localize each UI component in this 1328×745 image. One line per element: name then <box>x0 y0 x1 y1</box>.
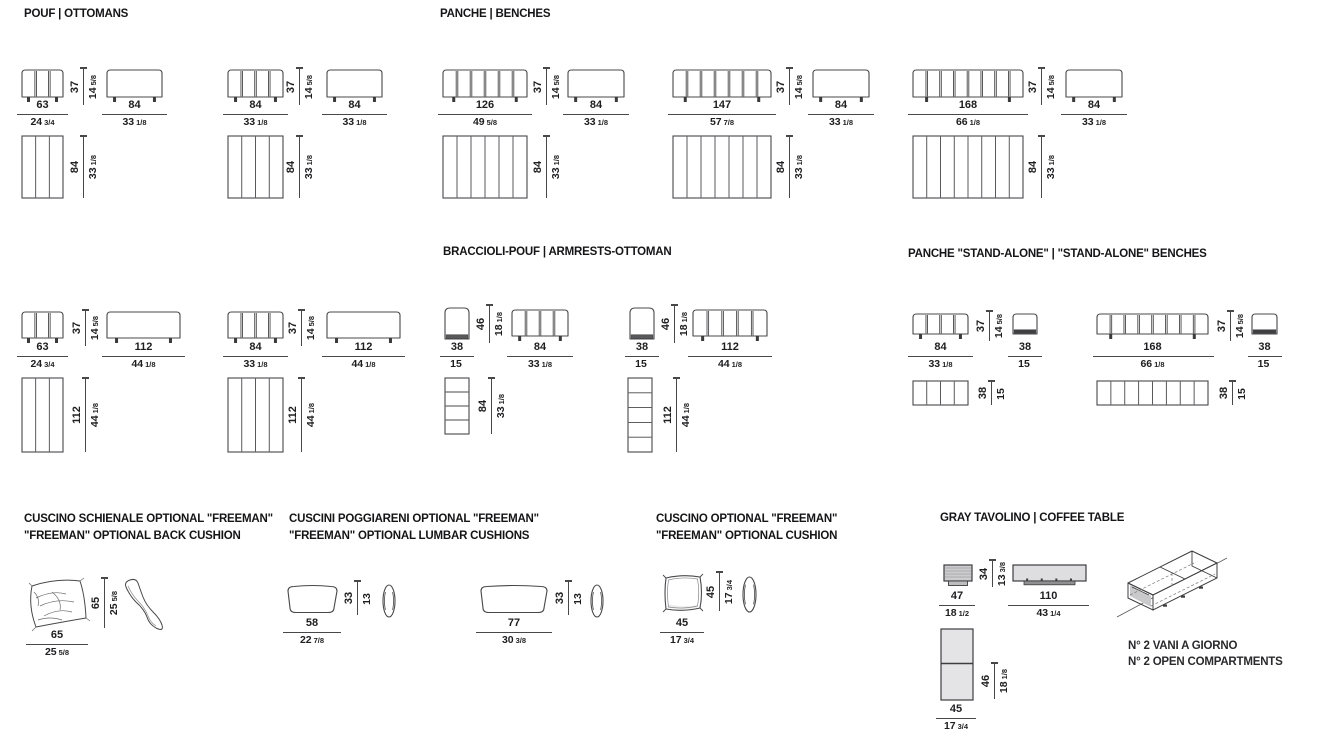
ottoman-63x112-side-width-dim-cm: 112 <box>134 341 153 353</box>
bench-168-side-width-dim <box>1034 99 1154 129</box>
bench-168-depth-dim-part: 331/8 <box>1045 154 1057 180</box>
standalone-bench-84-side-width-dim-cm: 38 <box>1018 341 1032 353</box>
bench-147-side-width-dim <box>781 99 901 129</box>
standalone-bench-84-width-dim-line <box>908 356 973 357</box>
armrest-38x112-side-view <box>692 309 774 345</box>
bench-168-side-width-dim-line <box>1061 114 1127 115</box>
ottoman-63x112-height-dim-part: 145/8 <box>89 315 101 341</box>
standalone-bench-168-depth-dim-part: 15 <box>1236 388 1248 400</box>
section-subtitle-cushion: "FREEMAN" OPTIONAL CUSHION <box>656 530 838 542</box>
lumbar-cushion-58-front-view <box>286 583 343 618</box>
ottoman-63x84-depth-dim-part: 331/8 <box>87 154 99 180</box>
armrest-38x84-depth-dim-part <box>491 378 492 434</box>
armrest-38x84-depth-dim-part <box>488 377 495 378</box>
bench-168-side-width-dim-cm: 84 <box>1087 99 1101 111</box>
coffee-table-plan-width-dim-line <box>936 718 976 719</box>
ottoman-63x112-side-width-dim-inch: 44 1/8 <box>131 357 156 370</box>
standalone-bench-84-height-dim-part <box>989 311 990 341</box>
bench-147-width-dim-cm: 147 <box>712 99 732 111</box>
bench-168-plan-view <box>912 135 1026 201</box>
ottoman-84x84-height-dim-part: 145/8 <box>303 74 315 99</box>
ottoman-84x84-width-dim-line <box>223 114 288 115</box>
standalone-bench-168-height-dim-part: 145/8 <box>1234 313 1246 339</box>
armrest-38x112-depth-dim-part <box>676 378 677 452</box>
cushion-45-height-dim-part <box>719 572 720 611</box>
coffee-table-plan-depth-dim-part: 181/8 <box>998 668 1010 694</box>
bench-168-height-dim-part <box>1038 67 1045 68</box>
ottoman-84x84-height-dim-part <box>296 67 303 68</box>
ottoman-63x112-width-dim-inch: 24 3/4 <box>30 357 55 370</box>
section-title-back-cushion: CUSCINO SCHIENALE OPTIONAL "FREEMAN" <box>24 513 273 525</box>
section-title-coffee-table: GRAY TAVOLINO | COFFEE TABLE <box>940 512 1125 524</box>
ottoman-84x112-width-dim-cm: 84 <box>249 341 262 353</box>
back-cushion-width-dim-line <box>26 644 88 645</box>
standalone-bench-168-depth-dim-part: 38 <box>1217 386 1230 400</box>
armrest-38x112-width-dim-cm: 38 <box>635 341 649 353</box>
ottoman-84x84-side-width-dim-line <box>322 114 387 115</box>
bench-147-side-width-dim-inch: 33 1/8 <box>828 115 854 128</box>
bench-147-depth-dim-part <box>786 135 793 136</box>
standalone-bench-168-height-dim-part <box>1230 311 1231 341</box>
coffee-table-front-view <box>1012 564 1090 590</box>
armrest-38x84-depth-dim-part: 331/8 <box>495 393 507 419</box>
ottoman-63x84-side-width-dim-inch: 33 1/8 <box>122 115 147 128</box>
coffee-table-note-1: N° 2 VANI A GIORNO <box>1128 640 1238 652</box>
bench-168-depth-dim-part: 84 <box>1026 160 1039 174</box>
bench-147-height-dim-part: 37 <box>774 80 787 93</box>
armrest-38x84-side-view <box>511 309 575 345</box>
armrest-38x112-width-dim-inch: 15 <box>635 357 647 370</box>
armrest-38x84-height-dim-part <box>486 304 493 305</box>
armrest-38x112-width-dim-line <box>625 356 659 357</box>
lumbar-cushion-58-side-view <box>381 583 397 619</box>
bench-168-height-dim-part: 37 <box>1026 80 1039 93</box>
ottoman-63x112-height-dim-part: 37 <box>70 321 83 335</box>
standalone-bench-168-width-dim-line <box>1093 356 1214 357</box>
armrest-38x112-side-width-dim-inch: 44 1/8 <box>717 357 743 370</box>
armrest-38x112-depth-dim-part <box>673 377 680 378</box>
standalone-bench-84-height-dim-part <box>986 310 993 311</box>
standalone-bench-168-front-view <box>1096 313 1215 343</box>
coffee-table-front-width-dim <box>989 590 1109 620</box>
ottoman-84x112-width-dim-line <box>223 356 288 357</box>
bench-126-side-width-dim <box>536 99 656 129</box>
ottoman-84x112-depth-dim-part: 441/8 <box>305 402 317 428</box>
bench-126-plan-view <box>442 135 530 201</box>
standalone-bench-84-side-width-dim-inch: 15 <box>1018 357 1030 370</box>
lumbar-cushion-77-front-view <box>479 583 553 618</box>
bench-126-side-width-dim-inch: 33 1/8 <box>583 115 609 128</box>
ottoman-84x112-width-dim <box>196 341 316 371</box>
cushion-45-height-dim-part: 173/4 <box>723 579 735 604</box>
coffee-table-isometric-view <box>1115 545 1230 630</box>
standalone-bench-168-width-dim <box>1093 341 1213 371</box>
cushion-45-height-dim-part: 45 <box>704 585 717 598</box>
armrest-38x84-side-width-dim-cm: 84 <box>533 341 547 353</box>
bench-126-depth-dim-part <box>546 136 547 198</box>
back-cushion-height-dim-part: 65 <box>89 596 102 610</box>
back-cushion-height-dim-part <box>104 578 105 628</box>
bench-126-side-width-dim-cm: 84 <box>589 99 603 111</box>
ottoman-84x84-depth-dim-part <box>299 136 300 198</box>
ottoman-63x112-depth-dim-part <box>85 378 86 452</box>
ottoman-84x112-height-dim-part: 37 <box>286 321 299 335</box>
armrest-38x84-depth-dim-part: 84 <box>476 399 489 413</box>
bench-147-width-dim-line <box>668 114 776 115</box>
standalone-bench-84-depth-dim-part: 38 <box>976 386 989 400</box>
standalone-bench-84-height-dim-part: 37 <box>974 319 987 333</box>
standalone-bench-84-width-dim-cm: 84 <box>934 341 947 353</box>
coffee-table-note-2: N° 2 OPEN COMPARTMENTS <box>1128 656 1283 668</box>
ottoman-84x112-height-dim-part: 145/8 <box>305 315 317 341</box>
lumbar-cushion-77-width-dim-cm: 77 <box>507 617 521 629</box>
ottoman-63x112-side-width-dim-line <box>102 356 185 357</box>
standalone-bench-168-side-width-dim-cm: 38 <box>1258 341 1271 353</box>
ottoman-63x84-depth-dim-part <box>80 135 87 136</box>
bench-126-width-dim <box>425 99 545 129</box>
ottoman-63x84-height-dim-part: 37 <box>68 80 81 93</box>
standalone-bench-84-side-width-dim <box>965 341 1085 371</box>
cushion-45-width-dim-cm: 45 <box>675 617 689 629</box>
ottoman-63x112-side-width-dim <box>84 341 204 371</box>
ottoman-84x112-height-dim-part <box>298 309 305 310</box>
bench-168-depth-dim-part <box>1041 136 1042 198</box>
bench-126-side-width-dim-line <box>563 114 629 115</box>
ottoman-84x84-width-dim-cm: 84 <box>249 99 262 111</box>
armrest-38x84-width-dim-cm: 38 <box>450 341 464 353</box>
armrest-38x112-height-dim-part: 181/8 <box>678 311 690 337</box>
section-title-benches: PANCHE | BENCHES <box>440 8 551 20</box>
standalone-bench-168-height-dim-part: 37 <box>1215 319 1228 333</box>
ottoman-63x112-depth-dim-part: 112 <box>70 406 83 424</box>
ottoman-84x112-side-width-dim-cm: 112 <box>354 341 373 353</box>
lumbar-cushion-77-height-dim-part <box>568 581 569 615</box>
bench-147-depth-dim-part <box>789 136 790 198</box>
armrest-38x84-height-dim-part: 181/8 <box>493 311 505 337</box>
bench-126-depth-dim-part <box>543 135 550 136</box>
ottoman-84x84-side-width-dim-inch: 33 1/8 <box>342 115 367 128</box>
ottoman-63x84-side-width-dim-line <box>102 114 167 115</box>
back-cushion-width-dim-cm: 65 <box>50 629 64 641</box>
bench-126-depth-dim-part: 331/8 <box>550 154 562 180</box>
ottoman-63x84-width-dim-line <box>17 114 68 115</box>
bench-168-width-dim-inch: 66 1/8 <box>955 115 981 128</box>
coffee-table-plan-depth-dim-part <box>991 662 998 663</box>
section-title-lumbar: CUSCINI POGGIARENI OPTIONAL "FREEMAN" <box>289 513 539 525</box>
armrest-38x84-side-width-dim-line <box>507 356 573 357</box>
ottoman-84x84-height-dim-part: 37 <box>284 80 297 93</box>
armrest-38x112-side-width-dim <box>670 341 790 371</box>
coffee-table-height-dim-part: 34 <box>977 567 990 580</box>
cushion-45-height-dim-part <box>716 571 723 572</box>
cushion-45-front-view <box>662 572 706 616</box>
ottoman-84x84-depth-dim-part <box>296 135 303 136</box>
ottoman-84x112-side-width-dim-line <box>322 356 405 357</box>
bench-147-height-dim-part <box>786 67 793 68</box>
coffee-table-front-width-dim-line <box>1008 605 1089 606</box>
bench-168-height-dim-part: 145/8 <box>1045 74 1057 99</box>
ottoman-84x84-depth-dim-part: 84 <box>284 160 297 174</box>
bench-147-depth-dim-part: 331/8 <box>793 154 805 180</box>
bench-147-side-width-dim-line <box>808 114 874 115</box>
standalone-bench-84-front-view <box>912 313 975 343</box>
armrest-38x112-side-width-dim-cm: 112 <box>721 341 739 353</box>
standalone-bench-168-depth-dim-part <box>1232 381 1233 405</box>
coffee-table-end-width-dim-cm: 47 <box>950 590 964 602</box>
coffee-table-front-width-dim-inch: 43 1/4 <box>1036 606 1061 619</box>
ottoman-84x112-depth-dim-part <box>301 378 302 452</box>
ottoman-63x84-depth-dim-part <box>83 136 84 198</box>
coffee-table-end-width-dim-line <box>939 605 975 606</box>
standalone-bench-168-plan-view <box>1096 380 1211 408</box>
bench-147-depth-dim-part: 84 <box>774 160 787 174</box>
standalone-bench-84-plan-view <box>912 380 971 408</box>
lumbar-cushion-58-width-dim-cm: 58 <box>305 617 319 629</box>
lumbar-cushion-77-width-dim-inch: 30 3/8 <box>501 633 527 646</box>
cushion-45-width-dim-line <box>660 632 704 633</box>
lumbar-cushion-58-width-dim <box>252 617 372 647</box>
bench-126-width-dim-cm: 126 <box>475 99 495 111</box>
lumbar-cushion-77-height-dim-part <box>565 580 572 581</box>
lumbar-cushion-58-width-dim-line <box>283 632 341 633</box>
lumbar-cushion-77-height-dim-part: 33 <box>553 591 566 605</box>
bench-147-width-dim <box>662 99 782 129</box>
lumbar-cushion-58-height-dim-part <box>357 581 358 615</box>
standalone-bench-168-width-dim-inch: 66 1/8 <box>1140 357 1165 370</box>
standalone-bench-84-side-width-dim-line <box>1008 356 1042 357</box>
ottoman-63x84-side-width-dim <box>75 99 195 129</box>
bench-126-height-dim-part <box>543 67 550 68</box>
ottoman-63x112-depth-dim-part <box>82 377 89 378</box>
armrest-38x84-plan-view <box>444 377 472 437</box>
section-subtitle-lumbar: "FREEMAN" OPTIONAL LUMBAR CUSHIONS <box>289 530 530 542</box>
ottoman-63x112-width-dim-line <box>17 356 68 357</box>
coffee-table-end-view <box>943 564 977 590</box>
bench-168-side-width-dim-inch: 33 1/8 <box>1081 115 1107 128</box>
back-cushion-side-view <box>118 576 166 636</box>
standalone-bench-168-height-dim-part <box>1227 310 1234 311</box>
standalone-bench-84-depth-dim-part <box>991 381 992 405</box>
section-title-standalone: PANCHE "STAND-ALONE" | "STAND-ALONE" BENCHES <box>908 248 1207 260</box>
coffee-table-plan-width-dim-cm: 45 <box>949 703 963 715</box>
armrest-38x84-width-dim-inch: 15 <box>450 357 462 370</box>
bench-168-width-dim-line <box>908 114 1028 115</box>
coffee-table-front-width-dim-cm: 110 <box>1039 590 1058 602</box>
coffee-table-height-dim-part <box>989 559 996 560</box>
ottoman-84x112-plan-view <box>227 377 286 455</box>
ottoman-63x84-height-dim-part: 145/8 <box>87 74 99 99</box>
back-cushion-height-dim-part <box>101 577 108 578</box>
lumbar-cushion-58-height-dim-part: 33 <box>342 591 355 605</box>
bench-168-width-dim-cm: 168 <box>958 99 978 111</box>
standalone-bench-168-side-width-dim <box>1205 341 1325 371</box>
armrest-38x112-depth-dim-part: 441/8 <box>680 402 692 428</box>
ottoman-84x84-side-width-dim-cm: 84 <box>348 99 361 111</box>
back-cushion-height-dim-part: 255/8 <box>108 590 120 616</box>
ottoman-63x112-height-dim-part <box>82 309 89 310</box>
standalone-bench-84-side-view <box>1012 313 1044 343</box>
section-title-armrests: BRACCIOLI-POUF | ARMRESTS-OTTOMAN <box>443 246 672 258</box>
armrest-38x112-depth-dim-part: 112 <box>661 406 674 424</box>
back-cushion-front-view <box>22 576 94 636</box>
bench-126-height-dim-part: 37 <box>531 80 544 93</box>
armrest-38x112-height-dim-part <box>674 305 675 343</box>
ottoman-63x84-height-dim-part <box>80 67 87 68</box>
ottoman-63x84-plan-view <box>21 135 66 201</box>
armrest-38x84-height-dim-part: 46 <box>474 317 487 331</box>
armrest-38x112-side-width-dim-line <box>688 356 772 357</box>
section-subtitle-back-cushion: "FREEMAN" OPTIONAL BACK CUSHION <box>24 530 241 542</box>
ottoman-84x112-width-dim-inch: 33 1/8 <box>243 357 268 370</box>
coffee-table-plan-view <box>940 628 976 703</box>
armrest-38x112-plan-view <box>627 377 655 455</box>
standalone-bench-168-depth-dim-part <box>1229 380 1236 381</box>
back-cushion-width-dim <box>0 629 117 659</box>
coffee-table-plan-depth-dim-part: 46 <box>979 674 992 688</box>
ottoman-63x112-plan-view <box>21 377 66 455</box>
ottoman-63x84-side-width-dim-cm: 84 <box>128 99 141 111</box>
standalone-bench-84-width-dim-inch: 33 1/8 <box>928 357 953 370</box>
ottoman-63x84-width-dim-inch: 24 3/4 <box>30 115 55 128</box>
bench-168-depth-dim-part <box>1038 135 1045 136</box>
standalone-bench-84-depth-dim-part: 15 <box>995 388 1007 400</box>
bench-147-side-width-dim-cm: 84 <box>834 99 848 111</box>
standalone-bench-168-width-dim-cm: 168 <box>1143 341 1162 353</box>
lumbar-cushion-58-height-dim-part <box>354 580 361 581</box>
coffee-table-height-dim-part: 133/8 <box>996 561 1008 586</box>
ottoman-84x112-depth-dim-part: 112 <box>286 406 299 424</box>
ottoman-84x84-width-dim-inch: 33 1/8 <box>243 115 268 128</box>
ottoman-84x84-depth-dim-part: 331/8 <box>303 154 315 180</box>
bench-126-width-dim-line <box>438 114 532 115</box>
ottoman-84x84-side-width-dim <box>295 99 415 129</box>
ottoman-63x112-depth-dim-part: 441/8 <box>89 402 101 428</box>
ottoman-63x112-width-dim-cm: 63 <box>36 341 49 353</box>
bench-126-width-dim-inch: 49 5/8 <box>472 115 498 128</box>
section-title-ottomans: POUF | OTTOMANS <box>24 8 129 20</box>
cushion-45-side-view <box>741 575 758 614</box>
lumbar-cushion-58-height-dim-part: 13 <box>361 593 373 605</box>
standalone-bench-84-depth-dim-part <box>988 380 995 381</box>
lumbar-cushion-58-width-dim-inch: 22 7/8 <box>299 633 325 646</box>
lumbar-cushion-77-width-dim <box>454 617 574 647</box>
armrest-38x112-height-dim-part: 46 <box>659 317 672 331</box>
coffee-table-plan-depth-dim-part <box>994 663 995 699</box>
armrest-38x84-side-width-dim-inch: 33 1/8 <box>527 357 553 370</box>
back-cushion-width-dim-inch: 25 5/8 <box>44 645 70 658</box>
cushion-45-width-dim-inch: 17 3/4 <box>669 633 695 646</box>
bench-147-height-dim-part: 145/8 <box>793 74 805 99</box>
ottoman-84x84-plan-view <box>227 135 286 201</box>
armrest-38x112-height-dim-part <box>671 304 678 305</box>
lumbar-cushion-77-height-dim-part: 13 <box>572 593 584 605</box>
coffee-table-plan-width-dim <box>896 703 1016 733</box>
standalone-bench-168-side-width-dim-line <box>1248 356 1282 357</box>
armrest-38x84-width-dim-line <box>440 356 474 357</box>
bench-126-depth-dim-part: 84 <box>531 160 544 174</box>
lumbar-cushion-77-width-dim-line <box>476 632 552 633</box>
ottoman-63x84-width-dim-cm: 63 <box>36 99 49 111</box>
cushion-45-width-dim <box>622 617 742 647</box>
ottoman-84x112-side-width-dim-inch: 44 1/8 <box>351 357 376 370</box>
bench-147-width-dim-inch: 57 7/8 <box>709 115 735 128</box>
section-title-cushion: CUSCINO OPTIONAL "FREEMAN" <box>656 513 838 525</box>
standalone-bench-168-side-width-dim-inch: 15 <box>1257 357 1270 370</box>
bench-126-height-dim-part: 145/8 <box>550 74 562 99</box>
bench-168-width-dim <box>908 99 1028 129</box>
coffee-table-end-width-dim-inch: 18 1/2 <box>944 606 970 619</box>
armrest-38x84-height-dim-part <box>489 305 490 343</box>
coffee-table-height-dim-part <box>992 560 993 587</box>
lumbar-cushion-77-side-view <box>589 583 605 619</box>
ottoman-84x112-depth-dim-part <box>298 377 305 378</box>
ottoman-63x84-depth-dim-part: 84 <box>68 160 81 174</box>
standalone-bench-168-side-view <box>1251 313 1284 343</box>
bench-147-plan-view <box>672 135 774 201</box>
standalone-bench-84-height-dim-part: 145/8 <box>993 313 1005 339</box>
coffee-table-plan-width-dim-inch: 17 3/4 <box>943 719 969 732</box>
